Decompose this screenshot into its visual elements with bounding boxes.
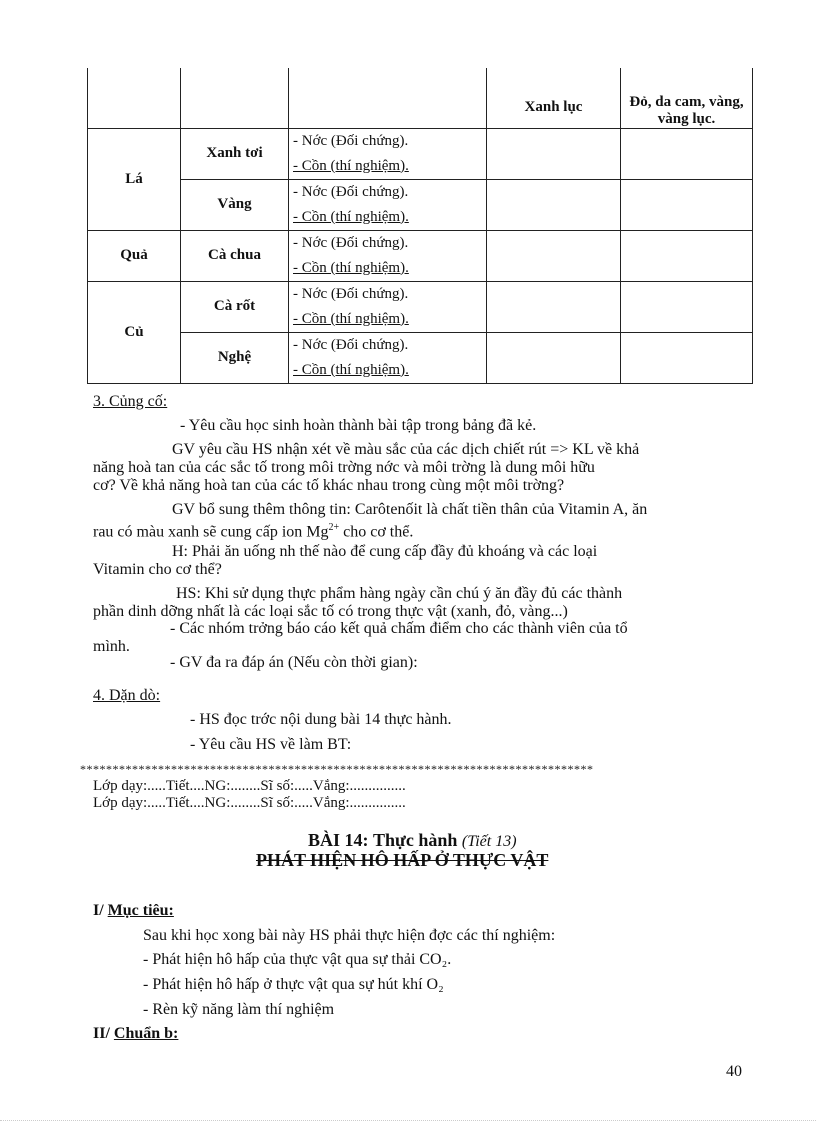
section4-line: - Yêu cầu HS về làm BT: (190, 736, 352, 753)
page-bottom-edge (0, 1120, 816, 1121)
organ-cell: Lá (88, 128, 181, 230)
section3-paragraph: rau có màu xanh sẽ cung cấp ion $Mg^{2+}$ cho cơ thể. (93, 522, 414, 541)
lesson-heading (308, 831, 517, 851)
section3-paragraph: H: Phải ăn uống nh thế nào để cung cấp đầy đủ khoáng và các loại (172, 543, 598, 560)
lesson-title: PHÁT HIỆN HÔ HẤP Ở THỰC VẬT (256, 850, 549, 870)
section3-paragraph: - Các nhóm trởng báo cáo kết quả chấm điểm cho các thành viên của tổ (170, 620, 628, 637)
section3-paragraph: cơ? Về khả năng hoà tan của các tố khác nhau trong cùng một môi trờng? (93, 477, 565, 494)
section4-line: - HS đọc trớc nội dung bài 14 thực hành. (190, 711, 452, 728)
section3-paragraph: Vitamin cho cơ thể? (93, 561, 222, 578)
condition-cell: - Nớc (Đối chứng). - Cồn (thí nghiệm). (289, 179, 487, 230)
header-other-colors: Đỏ, da cam, vàng, vàng lục. (621, 68, 753, 128)
condition-cell: - Nớc (Đối chứng). - Cồn (thí nghiệm). (289, 332, 487, 383)
objective-item: - Phát hiện hô hấp ở thực vật qua sự hút khí O₂ (143, 976, 444, 993)
section3-heading: 3. Củng cố: (93, 393, 168, 410)
objectives-intro: Sau khi học xong bài này HS phải thực hiện đợc các thí nghiệm: (143, 927, 556, 944)
sample-cell: Nghệ (181, 332, 289, 383)
condition-cell: - Nớc (Đối chứng). - Cồn (thí nghiệm). (289, 230, 487, 281)
section3-paragraph: phần dinh dỡng nhất là các loại sắc tố có trong thực vật (xanh, đỏ, vàng...) (93, 603, 568, 620)
table-row (88, 281, 753, 332)
lesson-number: BÀI 14: (308, 830, 369, 850)
table-row (88, 230, 753, 281)
objective-item: - Phát hiện hô hấp của thực vật qua sự thải CO₂. (143, 951, 452, 968)
condition-cell: - Nớc (Đối chứng). - Cồn (thí nghiệm). (289, 281, 487, 332)
lesson-kind: Thực hành (373, 830, 458, 850)
condition-cell: - Nớc (Đối chứng). - Cồn (thí nghiệm). (289, 128, 487, 179)
pigment-table (87, 68, 753, 384)
section3-paragraph: GV yêu cầu HS nhận xét về màu sắc của các dịch chiết rút => KL về khả (172, 441, 640, 458)
section3-paragraph: năng hoà tan của các sắc tố trong môi trờng nớc và môi trờng là dung môi hữu (93, 459, 595, 476)
section3-paragraph: mình. (93, 638, 130, 655)
objectives-heading: I/ Mục tiêu: (93, 902, 174, 919)
attendance-line: Lớp dạy:.....Tiết....NG:........Sĩ số:.....Vắng:............... (93, 795, 406, 811)
section3-line: - Yêu cầu học sinh hoàn thành bài tập trong bảng đã kẻ. (180, 417, 537, 434)
section3-paragraph: GV bổ sung thêm thông tin: Carôtenốit là chất tiền thân của Vitamin A, ăn (172, 501, 648, 518)
attendance-line: Lớp dạy:.....Tiết....NG:........Sĩ số:.....Vắng:............... (93, 778, 406, 794)
prep-heading: II/ Chuẩn b: (93, 1025, 179, 1042)
section4-heading: 4. Dặn dò: (93, 687, 161, 704)
organ-cell: Củ (88, 281, 181, 383)
lesson-period: (Tiết 13) (461, 833, 517, 850)
separator-line: ******************************************************************************* (80, 762, 594, 776)
table-row (88, 179, 753, 230)
sample-cell: Cà rốt (181, 281, 289, 332)
header-green: Xanh lục (487, 68, 621, 128)
sample-cell: Cà chua (181, 230, 289, 281)
section3-paragraph: - GV đa ra đáp án (Nếu còn thời gian): (170, 654, 418, 671)
table-row (88, 128, 753, 179)
table-row (88, 332, 753, 383)
section3-paragraph: HS: Khi sử dụng thực phẩm hàng ngày cần chú ý ăn đầy đủ các thành (176, 585, 623, 602)
organ-cell: Quả (88, 230, 181, 281)
sample-cell: Xanh tơi (181, 128, 289, 179)
page-number: 40 (726, 1063, 742, 1080)
objective-item: - Rèn kỹ năng làm thí nghiệm (143, 1001, 335, 1018)
superscript: 2+ (328, 522, 340, 533)
table-header-row (88, 68, 753, 128)
sample-cell: Vàng (181, 179, 289, 230)
